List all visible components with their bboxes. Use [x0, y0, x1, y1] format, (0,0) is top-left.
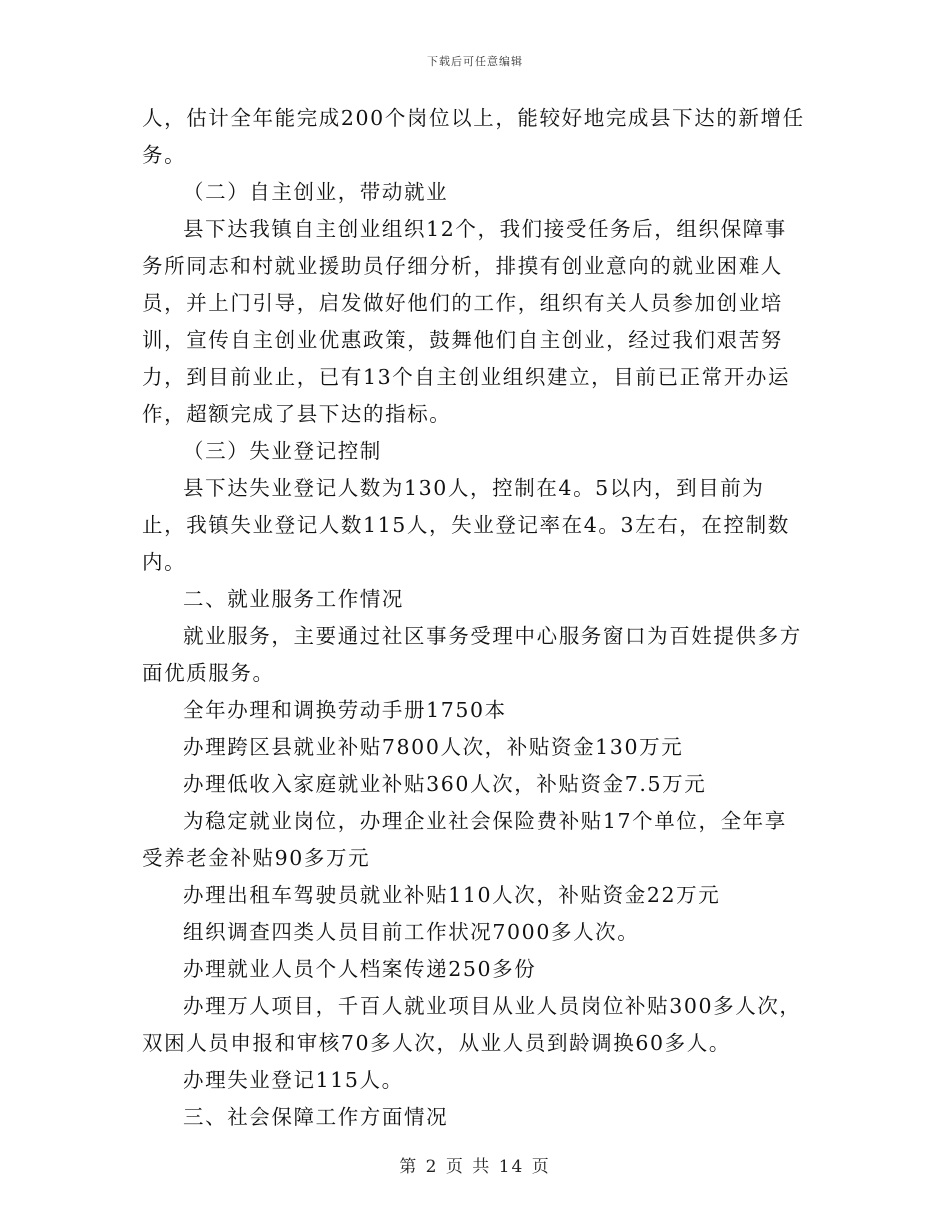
section-heading-employment-service: 二、就业服务工作情况 — [183, 587, 404, 611]
page-footer: 第 2 页 共 14 页 — [399, 1157, 551, 1177]
list-item-4: 为稳定就业岗位，办理企业社会保险费补贴17个单位，全年享受养老金补贴90多万元 — [142, 809, 787, 870]
section-heading-social-security: 三、社会保障工作方面情况 — [183, 1105, 449, 1129]
list-item-1: 全年办理和调换劳动手册1750本 — [183, 698, 507, 722]
page-header: 下载后可任意编辑 — [427, 55, 523, 68]
list-item-2: 办理跨区县就业补贴7800人次，补贴资金130万元 — [183, 735, 684, 759]
paragraph-7: 就业服务，主要通过社区事务受理中心服务窗口为百姓提供多方面优质服务。 — [142, 624, 802, 685]
document-body — [142, 100, 808, 1136]
paragraph-5: 县下达失业登记人数为130人，控制在4。5以内，到目前为止，我镇失业登记人数115人，失业登记率在4。3左右，在控制数内。 — [142, 476, 790, 574]
section-heading-2: （二）自主创业，带动就业 — [183, 180, 449, 204]
list-item-7: 办理就业人员个人档案传递250多份 — [183, 957, 537, 981]
list-item-3: 办理低收入家庭就业补贴360人次，补贴资金7.5万元 — [183, 772, 707, 796]
list-item-5: 办理出租车驾驶员就业补贴110人次，补贴资金22万元 — [183, 883, 721, 907]
paragraph-1: 人，估计全年能完成200个岗位以上，能较好地完成县下达的新增任务。 — [142, 106, 805, 167]
list-item-6: 组织调查四类人员目前工作状况7000多人次。 — [183, 920, 640, 944]
section-heading-3: （三）失业登记控制 — [183, 439, 382, 463]
list-item-9: 办理失业登记115人。 — [183, 1068, 404, 1092]
list-item-8: 办理万人项目，千百人就业项目从业人员岗位补贴300多人次，双困人员申报和审核70多人次，从业人员到龄调换60多人。 — [142, 994, 802, 1055]
paragraph-3: 县下达我镇自主创业组织12个，我们接受任务后，组织保障事务所同志和村就业援助员仔细分析，排摸有创业意向的就业困难人员，并上门引导，启发做好他们的工作，组织有关人员参加创业培训，宣传自主创业优惠政策，鼓舞他们自主创业，经过我们艰苦努力，到目前业止，已有13个自主创业组织建立，目前已正常开办运作，超额完成了县下达的指标。 — [142, 217, 791, 426]
